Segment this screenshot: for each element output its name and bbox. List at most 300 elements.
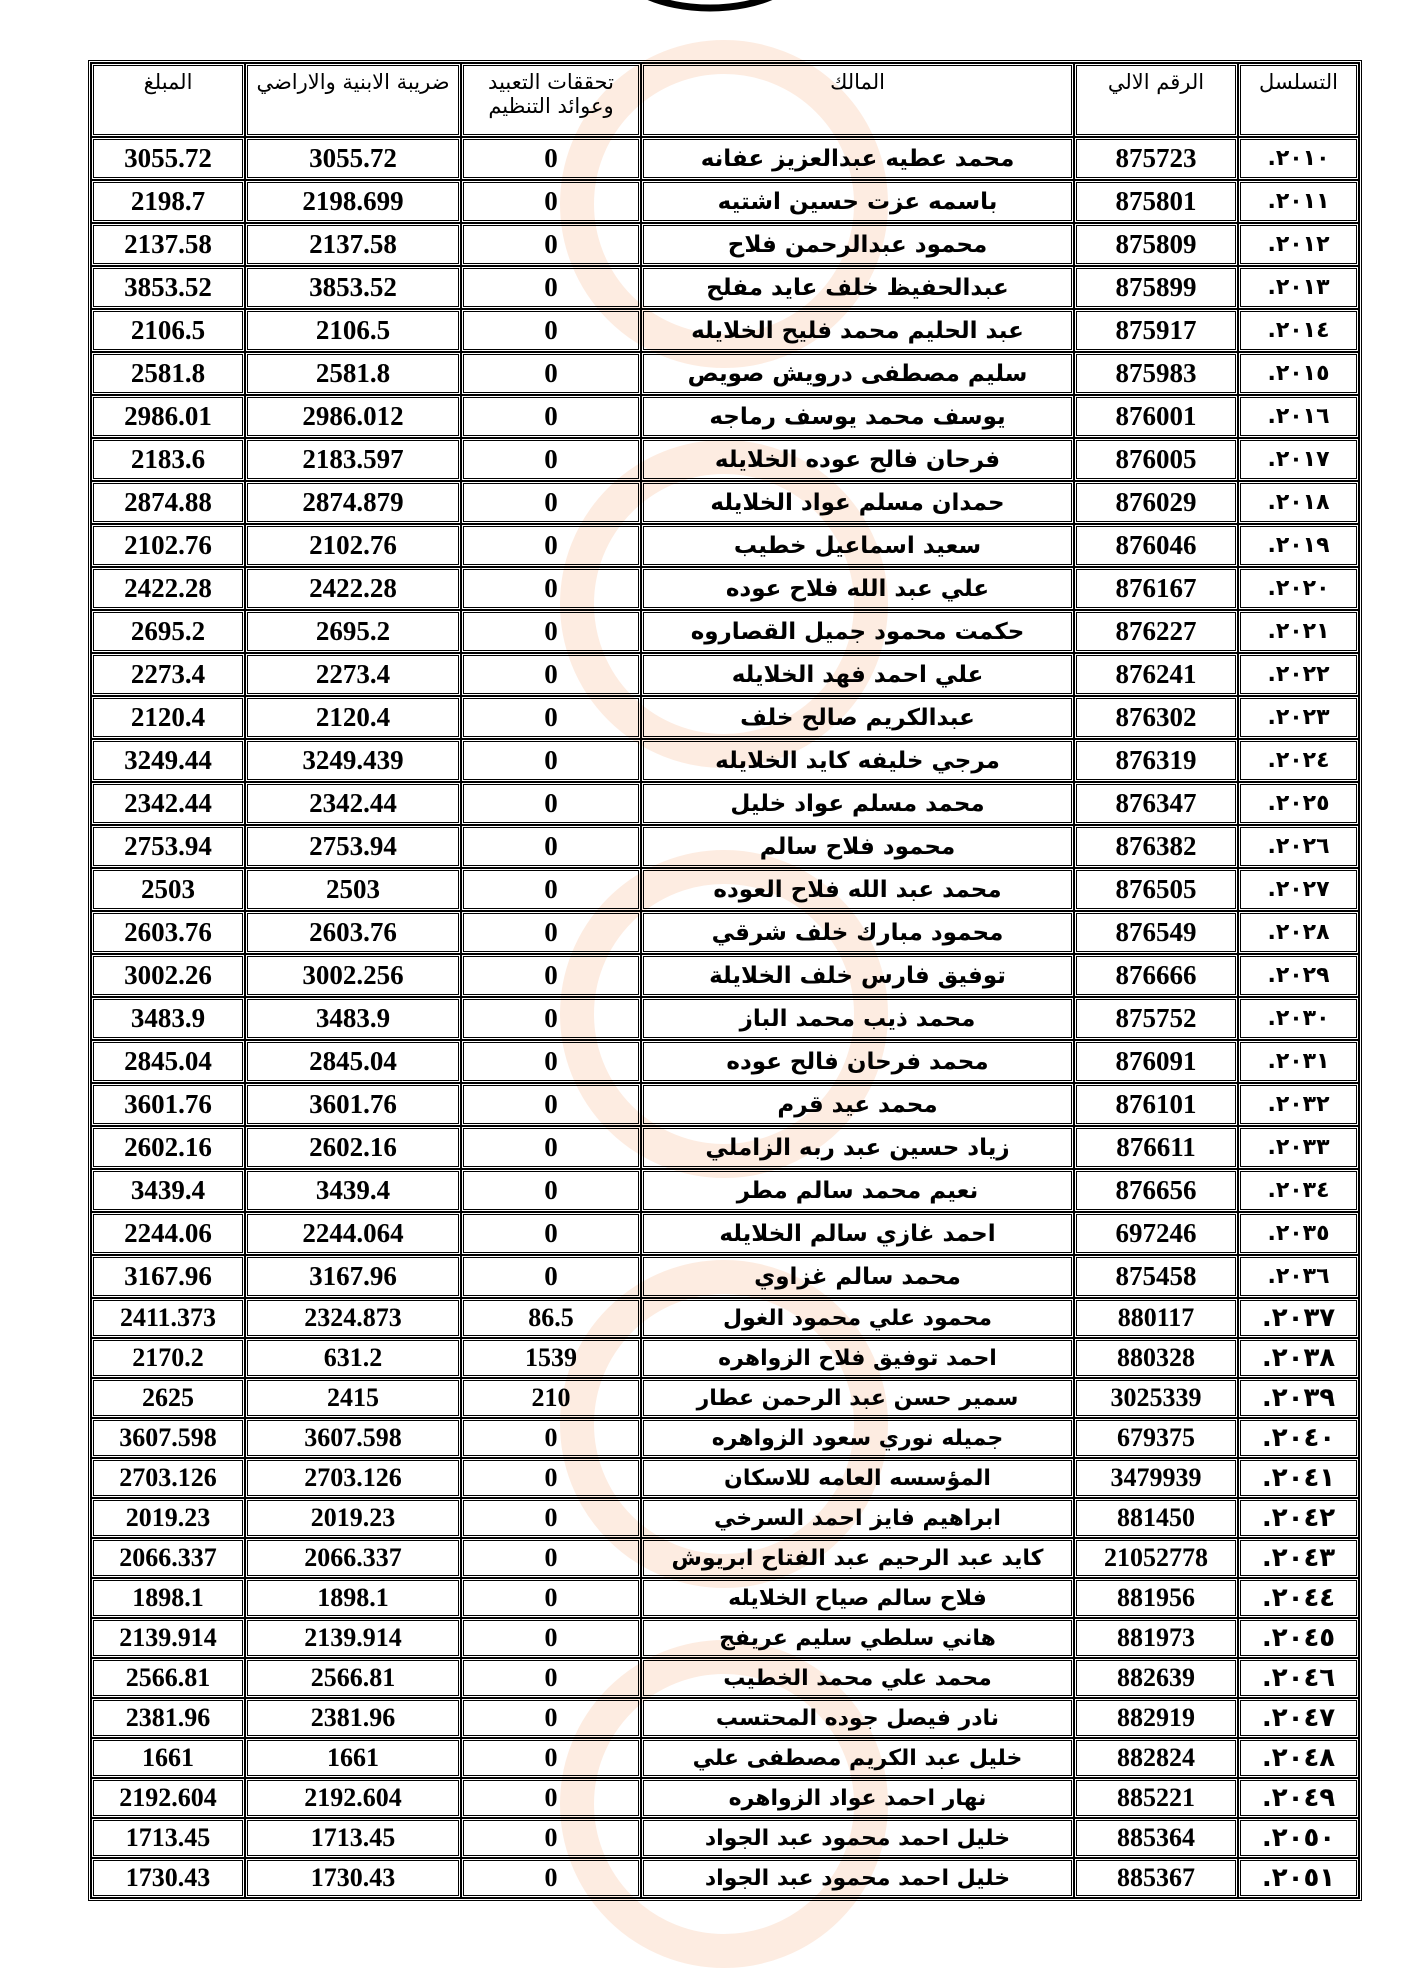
owner-cell: سعيد اسماعيل خطيب (641, 524, 1074, 567)
fees-cell: 210 (461, 1378, 641, 1418)
serial-cell: ٢٠١٥. (1238, 352, 1359, 395)
serial-cell: ٢٠٢٥. (1238, 782, 1359, 825)
table-row (91, 223, 1359, 266)
amount-cell: 2602.16 (91, 1126, 245, 1169)
owner-cell: محمد سالم غزاوي (641, 1255, 1074, 1298)
tax-cell: 3601.76 (245, 1083, 461, 1126)
serial-cell: ٢٠٣٣. (1238, 1126, 1359, 1169)
serial-cell: ٢٠١٤. (1238, 309, 1359, 352)
serial-cell: ٢٠٣٦. (1238, 1255, 1359, 1298)
tax-cell: 2192.604 (245, 1778, 461, 1818)
owner-cell: عبدالحفيظ خلف عايد مفلح (641, 266, 1074, 309)
serial-cell: ٢٠٢٣. (1238, 696, 1359, 739)
serial-cell: ٢٠٢٦. (1238, 825, 1359, 868)
table-row (91, 782, 1359, 825)
serial-cell: ٢٠٣٤. (1238, 1169, 1359, 1212)
top-oval-decoration (600, 0, 820, 20)
fees-cell: 0 (461, 825, 641, 868)
owner-cell: يوسف محمد يوسف رماجه (641, 395, 1074, 438)
serial-cell: ٢٠٣٨. (1238, 1338, 1359, 1378)
amount-cell: 2192.604 (91, 1778, 245, 1818)
tax-cell: 2415 (245, 1378, 461, 1418)
fees-cell: 0 (461, 137, 641, 180)
amount-cell: 2566.81 (91, 1658, 245, 1698)
number-cell: 876549 (1074, 911, 1238, 954)
owner-cell: مرجي خليفه كايد الخلايله (641, 739, 1074, 782)
tax-cell: 3055.72 (245, 137, 461, 180)
fees-cell: 0 (461, 180, 641, 223)
serial-cell: ٢٠٣٢. (1238, 1083, 1359, 1126)
serial-cell: ٢٠٤٨. (1238, 1738, 1359, 1778)
table-row (91, 1498, 1359, 1538)
owner-cell: باسمه عزت حسين اشتيه (641, 180, 1074, 223)
tax-cell: 2139.914 (245, 1618, 461, 1658)
serial-cell: ٢٠٤٧. (1238, 1698, 1359, 1738)
owner-cell: محمد عيد قرم (641, 1083, 1074, 1126)
serial-cell: ٢٠٤٦. (1238, 1658, 1359, 1698)
number-cell: 876046 (1074, 524, 1238, 567)
tax-cell: 2603.76 (245, 911, 461, 954)
tax-cell: 2986.012 (245, 395, 461, 438)
table-row (91, 1255, 1359, 1298)
tax-cell: 2106.5 (245, 309, 461, 352)
fees-cell: 0 (461, 266, 641, 309)
amount-cell: 2137.58 (91, 223, 245, 266)
number-cell: 876101 (1074, 1083, 1238, 1126)
table-row (91, 567, 1359, 610)
fees-cell: 0 (461, 1418, 641, 1458)
tax-cell: 1661 (245, 1738, 461, 1778)
fees-cell: 0 (461, 1040, 641, 1083)
serial-cell: ٢٠٤٣. (1238, 1538, 1359, 1578)
table-row (91, 266, 1359, 309)
owner-cell: محمود علي محمود الغول (641, 1298, 1074, 1338)
serial-cell: ٢٠٢٤. (1238, 739, 1359, 782)
owner-cell: نادر فيصل جوده المحتسب (641, 1698, 1074, 1738)
owner-cell: خليل احمد محمود عبد الجواد (641, 1818, 1074, 1858)
number-cell: 885364 (1074, 1818, 1238, 1858)
fees-cell: 0 (461, 610, 641, 653)
amount-cell: 2244.06 (91, 1212, 245, 1255)
tax-cell: 1713.45 (245, 1818, 461, 1858)
fees-cell: 0 (461, 696, 641, 739)
fees-cell: 0 (461, 1169, 641, 1212)
amount-cell: 1661 (91, 1738, 245, 1778)
serial-cell: ٢٠٣١. (1238, 1040, 1359, 1083)
number-cell: 679375 (1074, 1418, 1238, 1458)
table-row (91, 180, 1359, 223)
owner-cell: ابراهيم فايز احمد السرخي (641, 1498, 1074, 1538)
serial-cell: ٢٠٤١. (1238, 1458, 1359, 1498)
number-cell: 882639 (1074, 1658, 1238, 1698)
header-number: الرقم الالي (1074, 63, 1238, 137)
amount-cell: 2695.2 (91, 610, 245, 653)
owner-cell: احمد توفيق فلاح الزواهره (641, 1338, 1074, 1378)
table-row (91, 438, 1359, 481)
owner-cell: حكمت محمود جميل القصاروه (641, 610, 1074, 653)
tax-cell: 2183.597 (245, 438, 461, 481)
number-cell: 875752 (1074, 997, 1238, 1040)
number-cell: 876167 (1074, 567, 1238, 610)
amount-cell: 3249.44 (91, 739, 245, 782)
fees-cell: 0 (461, 997, 641, 1040)
owner-cell: المؤسسه العامه للاسكان (641, 1458, 1074, 1498)
serial-cell: ٢٠١٠. (1238, 137, 1359, 180)
table-row (91, 1738, 1359, 1778)
fees-cell: 0 (461, 653, 641, 696)
fees-cell: 0 (461, 911, 641, 954)
table-row (91, 1658, 1359, 1698)
tax-cell: 2198.699 (245, 180, 461, 223)
owner-cell: محمد عطيه عبدالعزيز عفانه (641, 137, 1074, 180)
serial-cell: ٢٠٤٩. (1238, 1778, 1359, 1818)
tax-cell: 2845.04 (245, 1040, 461, 1083)
fees-cell: 0 (461, 1858, 641, 1898)
amount-cell: 2106.5 (91, 309, 245, 352)
fees-cell: 0 (461, 438, 641, 481)
table-row (91, 137, 1359, 180)
owner-cell: علي احمد فهد الخلايله (641, 653, 1074, 696)
table-row (91, 352, 1359, 395)
table-row (91, 868, 1359, 911)
serial-cell: ٢٠٢٩. (1238, 954, 1359, 997)
tax-cell: 2244.064 (245, 1212, 461, 1255)
tax-cell: 3002.256 (245, 954, 461, 997)
amount-cell: 1730.43 (91, 1858, 245, 1898)
fees-cell: 0 (461, 1658, 641, 1698)
number-cell: 875917 (1074, 309, 1238, 352)
serial-cell: ٢٠٣٥. (1238, 1212, 1359, 1255)
tax-cell: 2066.337 (245, 1538, 461, 1578)
property-tax-table (88, 60, 1362, 1901)
serial-cell: ٢٠٤٠. (1238, 1418, 1359, 1458)
amount-cell: 2845.04 (91, 1040, 245, 1083)
number-cell: 876611 (1074, 1126, 1238, 1169)
number-cell: 875899 (1074, 266, 1238, 309)
number-cell: 882919 (1074, 1698, 1238, 1738)
tax-cell: 1898.1 (245, 1578, 461, 1618)
number-cell: 876005 (1074, 438, 1238, 481)
fees-cell: 0 (461, 223, 641, 266)
serial-cell: ٢٠٣٧. (1238, 1298, 1359, 1338)
owner-cell: هاني سلطي سليم عريفج (641, 1618, 1074, 1658)
amount-cell: 2986.01 (91, 395, 245, 438)
amount-cell: 2422.28 (91, 567, 245, 610)
fees-cell: 0 (461, 1126, 641, 1169)
table-row (91, 1578, 1359, 1618)
table-row (91, 1040, 1359, 1083)
owner-cell: نعيم محمد سالم مطر (641, 1169, 1074, 1212)
amount-cell: 1713.45 (91, 1818, 245, 1858)
table-row (91, 1538, 1359, 1578)
tax-cell: 2874.879 (245, 481, 461, 524)
serial-cell: ٢٠١٨. (1238, 481, 1359, 524)
tax-cell: 2273.4 (245, 653, 461, 696)
table-row (91, 825, 1359, 868)
tax-cell: 2342.44 (245, 782, 461, 825)
serial-cell: ٢٠٥٠. (1238, 1818, 1359, 1858)
owner-cell: عبدالكريم صالح خلف (641, 696, 1074, 739)
serial-cell: ٢٠٢٢. (1238, 653, 1359, 696)
table-row (91, 1212, 1359, 1255)
fees-cell: 0 (461, 1538, 641, 1578)
owner-cell: توفيق فارس خلف الخلايلة (641, 954, 1074, 997)
amount-cell: 2102.76 (91, 524, 245, 567)
tax-cell: 3167.96 (245, 1255, 461, 1298)
serial-cell: ٢٠٤٤. (1238, 1578, 1359, 1618)
amount-cell: 3439.4 (91, 1169, 245, 1212)
table-row (91, 1083, 1359, 1126)
tax-cell: 3483.9 (245, 997, 461, 1040)
number-cell: 876029 (1074, 481, 1238, 524)
owner-cell: محمد عبد الله فلاح العوده (641, 868, 1074, 911)
number-cell: 697246 (1074, 1212, 1238, 1255)
number-cell: 876227 (1074, 610, 1238, 653)
serial-cell: ٢٠١٣. (1238, 266, 1359, 309)
table-row (91, 739, 1359, 782)
amount-cell: 2170.2 (91, 1338, 245, 1378)
amount-cell: 3167.96 (91, 1255, 245, 1298)
amount-cell: 2753.94 (91, 825, 245, 868)
serial-cell: ٢٠١٩. (1238, 524, 1359, 567)
table-row (91, 610, 1359, 653)
amount-cell: 2019.23 (91, 1498, 245, 1538)
serial-cell: ٢٠٣٩. (1238, 1378, 1359, 1418)
tax-cell: 1730.43 (245, 1858, 461, 1898)
header-fees: تحققات التعبيد وعوائد التنظيم (461, 63, 641, 137)
table-row (91, 1458, 1359, 1498)
table-row (91, 696, 1359, 739)
table-row (91, 1818, 1359, 1858)
serial-cell: ٢٠٥١. (1238, 1858, 1359, 1898)
tax-cell: 631.2 (245, 1338, 461, 1378)
tax-cell: 2422.28 (245, 567, 461, 610)
number-cell: 3025339 (1074, 1378, 1238, 1418)
owner-cell: محمد مسلم عواد خليل (641, 782, 1074, 825)
fees-cell: 0 (461, 524, 641, 567)
table-row (91, 1169, 1359, 1212)
tax-cell: 2102.76 (245, 524, 461, 567)
tax-cell: 3249.439 (245, 739, 461, 782)
amount-cell: 2581.8 (91, 352, 245, 395)
owner-cell: محمود فلاح سالم (641, 825, 1074, 868)
owner-cell: محمد ذيب محمد الباز (641, 997, 1074, 1040)
amount-cell: 2139.914 (91, 1618, 245, 1658)
owner-cell: علي عبد الله فلاح عوده (641, 567, 1074, 610)
owner-cell: محمد علي محمد الخطيب (641, 1658, 1074, 1698)
amount-cell: 2503 (91, 868, 245, 911)
number-cell: 881973 (1074, 1618, 1238, 1658)
tax-cell: 2120.4 (245, 696, 461, 739)
fees-cell: 0 (461, 1578, 641, 1618)
number-cell: 876001 (1074, 395, 1238, 438)
amount-cell: 2198.7 (91, 180, 245, 223)
fees-cell: 0 (461, 395, 641, 438)
table-row (91, 997, 1359, 1040)
table-body (91, 137, 1359, 1898)
number-cell: 875458 (1074, 1255, 1238, 1298)
owner-cell: فرحان فالح عوده الخلايله (641, 438, 1074, 481)
amount-cell: 2411.373 (91, 1298, 245, 1338)
table-row (91, 1126, 1359, 1169)
fees-cell: 0 (461, 1698, 641, 1738)
amount-cell: 3055.72 (91, 137, 245, 180)
tax-cell: 3853.52 (245, 266, 461, 309)
number-cell: 875723 (1074, 137, 1238, 180)
serial-cell: ٢٠١٢. (1238, 223, 1359, 266)
tax-cell: 3439.4 (245, 1169, 461, 1212)
number-cell: 876505 (1074, 868, 1238, 911)
table-row (91, 395, 1359, 438)
number-cell: 881956 (1074, 1578, 1238, 1618)
amount-cell: 2183.6 (91, 438, 245, 481)
amount-cell: 2273.4 (91, 653, 245, 696)
tax-cell: 2581.8 (245, 352, 461, 395)
serial-cell: ٢٠٣٠. (1238, 997, 1359, 1040)
table-row (91, 653, 1359, 696)
tax-cell: 2503 (245, 868, 461, 911)
fees-cell: 0 (461, 1618, 641, 1658)
amount-cell: 2703.126 (91, 1458, 245, 1498)
owner-cell: سمير حسن عبد الرحمن عطار (641, 1378, 1074, 1418)
fees-cell: 0 (461, 868, 641, 911)
number-cell: 876319 (1074, 739, 1238, 782)
fees-cell: 0 (461, 352, 641, 395)
table-row (91, 911, 1359, 954)
fees-cell: 0 (461, 1738, 641, 1778)
amount-cell: 2120.4 (91, 696, 245, 739)
tax-cell: 2324.873 (245, 1298, 461, 1338)
table-row (91, 1698, 1359, 1738)
number-cell: 875801 (1074, 180, 1238, 223)
header-tax: ضريبة الابنية والاراضي (245, 63, 461, 137)
fees-cell: 0 (461, 782, 641, 825)
fees-cell: 0 (461, 481, 641, 524)
number-cell: 876347 (1074, 782, 1238, 825)
tax-cell: 2566.81 (245, 1658, 461, 1698)
tax-cell: 2381.96 (245, 1698, 461, 1738)
amount-cell: 2342.44 (91, 782, 245, 825)
owner-cell: حمدان مسلم عواد الخلايله (641, 481, 1074, 524)
fees-cell: 0 (461, 1083, 641, 1126)
table-header-row (91, 63, 1359, 137)
number-cell: 882824 (1074, 1738, 1238, 1778)
fees-cell: 0 (461, 954, 641, 997)
table-row (91, 1418, 1359, 1458)
amount-cell: 3853.52 (91, 266, 245, 309)
owner-cell: خليل احمد محمود عبد الجواد (641, 1858, 1074, 1898)
tax-cell: 2703.126 (245, 1458, 461, 1498)
fees-cell: 0 (461, 1778, 641, 1818)
amount-cell: 3483.9 (91, 997, 245, 1040)
number-cell: 3479939 (1074, 1458, 1238, 1498)
serial-cell: ٢٠٤٥. (1238, 1618, 1359, 1658)
tax-cell: 2137.58 (245, 223, 461, 266)
fees-cell: 0 (461, 309, 641, 352)
fees-cell: 0 (461, 1212, 641, 1255)
table-row (91, 1378, 1359, 1418)
serial-cell: ٢٠١١. (1238, 180, 1359, 223)
serial-cell: ٢٠١٧. (1238, 438, 1359, 481)
owner-cell: محمود عبدالرحمن فلاح (641, 223, 1074, 266)
amount-cell: 2874.88 (91, 481, 245, 524)
number-cell: 876091 (1074, 1040, 1238, 1083)
owner-cell: فلاح سالم صياح الخلايله (641, 1578, 1074, 1618)
serial-cell: ٢٠٤٢. (1238, 1498, 1359, 1538)
fees-cell: 0 (461, 1818, 641, 1858)
fees-cell: 0 (461, 739, 641, 782)
amount-cell: 2066.337 (91, 1538, 245, 1578)
number-cell: 881450 (1074, 1498, 1238, 1538)
number-cell: 885221 (1074, 1778, 1238, 1818)
fees-cell: 1539 (461, 1338, 641, 1378)
owner-cell: محمد فرحان فالح عوده (641, 1040, 1074, 1083)
serial-cell: ٢٠٢٠. (1238, 567, 1359, 610)
tax-cell: 3607.598 (245, 1418, 461, 1458)
header-amount: المبلغ (91, 63, 245, 137)
number-cell: 876656 (1074, 1169, 1238, 1212)
owner-cell: عبد الحليم محمد فليح الخلايله (641, 309, 1074, 352)
table-row (91, 1338, 1359, 1378)
number-cell: 880117 (1074, 1298, 1238, 1338)
fees-cell: 86.5 (461, 1298, 641, 1338)
number-cell: 876241 (1074, 653, 1238, 696)
table-row (91, 1778, 1359, 1818)
amount-cell: 1898.1 (91, 1578, 245, 1618)
amount-cell: 3607.598 (91, 1418, 245, 1458)
header-serial: التسلسل (1238, 63, 1359, 137)
owner-cell: احمد غازي سالم الخلايله (641, 1212, 1074, 1255)
table-row (91, 481, 1359, 524)
owner-cell: جميله نوري سعود الزواهره (641, 1418, 1074, 1458)
table-row (91, 954, 1359, 997)
number-cell: 876302 (1074, 696, 1238, 739)
header-owner: المالك (641, 63, 1074, 137)
owner-cell: سليم مصطفى درويش صويص (641, 352, 1074, 395)
owner-cell: محمود مبارك خلف شرقي (641, 911, 1074, 954)
serial-cell: ٢٠٢١. (1238, 610, 1359, 653)
amount-cell: 2603.76 (91, 911, 245, 954)
table-row (91, 1858, 1359, 1898)
number-cell: 885367 (1074, 1858, 1238, 1898)
serial-cell: ٢٠٢٧. (1238, 868, 1359, 911)
table-row (91, 1298, 1359, 1338)
owner-cell: كايد عبد الرحيم عبد الفتاح ابريوش (641, 1538, 1074, 1578)
amount-cell: 2381.96 (91, 1698, 245, 1738)
table-row (91, 524, 1359, 567)
number-cell: 875983 (1074, 352, 1238, 395)
owner-cell: زياد حسين عبد ربه الزاملي (641, 1126, 1074, 1169)
fees-cell: 0 (461, 567, 641, 610)
serial-cell: ٢٠١٦. (1238, 395, 1359, 438)
tax-cell: 2753.94 (245, 825, 461, 868)
amount-cell: 2625 (91, 1378, 245, 1418)
number-cell: 875809 (1074, 223, 1238, 266)
amount-cell: 3601.76 (91, 1083, 245, 1126)
fees-cell: 0 (461, 1255, 641, 1298)
fees-cell: 0 (461, 1498, 641, 1538)
number-cell: 876666 (1074, 954, 1238, 997)
number-cell: 21052778 (1074, 1538, 1238, 1578)
table-row (91, 1618, 1359, 1658)
number-cell: 880328 (1074, 1338, 1238, 1378)
tax-cell: 2602.16 (245, 1126, 461, 1169)
table-row (91, 309, 1359, 352)
owner-cell: نهار احمد عواد الزواهره (641, 1778, 1074, 1818)
fees-cell: 0 (461, 1458, 641, 1498)
tax-cell: 2695.2 (245, 610, 461, 653)
tax-cell: 2019.23 (245, 1498, 461, 1538)
